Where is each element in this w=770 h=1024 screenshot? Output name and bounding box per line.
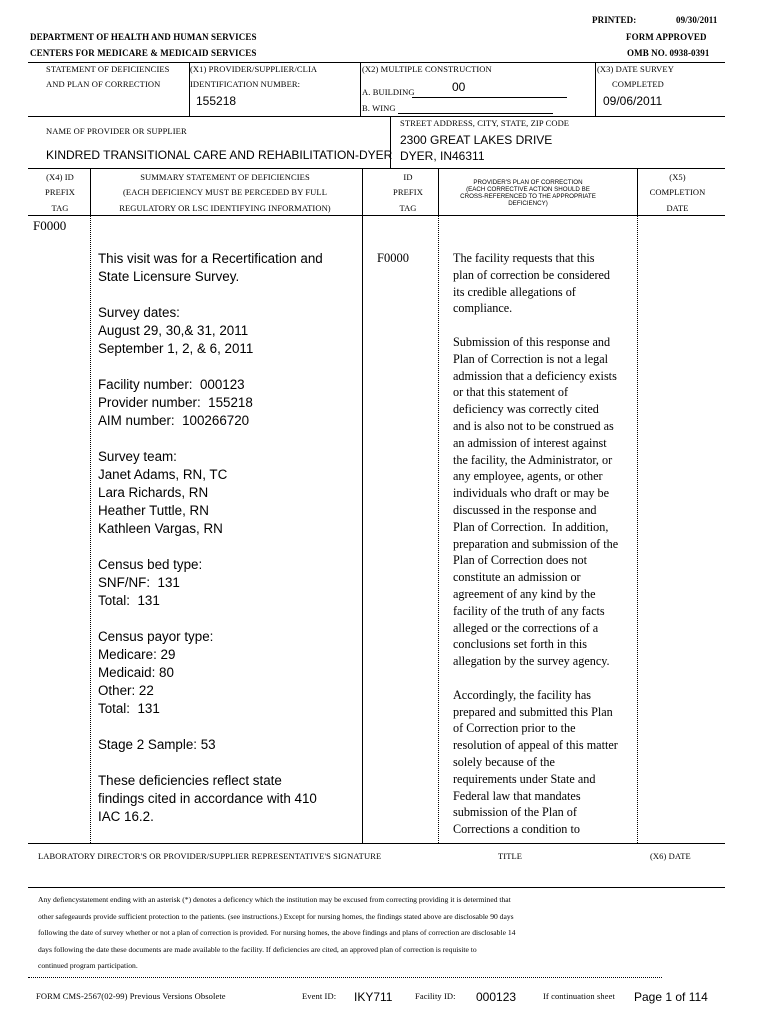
provider-id-value: 155218 bbox=[196, 94, 237, 108]
rule-columns bbox=[28, 168, 725, 169]
x4-header-3: TAG bbox=[51, 203, 69, 213]
plan-header-3: CROSS-REFERENCED TO THE APPROPRIATE bbox=[460, 193, 596, 200]
facility-id-label: Facility ID: bbox=[415, 991, 456, 1001]
building-underline bbox=[412, 97, 567, 98]
rule-disclaimer bbox=[28, 887, 725, 888]
col-divider-4 bbox=[637, 168, 638, 215]
printed-label: PRINTED: bbox=[592, 15, 637, 25]
x4-header-2: PREFIX bbox=[45, 187, 75, 197]
body-divider-2 bbox=[362, 215, 363, 843]
col-divider-3 bbox=[438, 168, 439, 215]
plan-header bbox=[440, 179, 616, 207]
top-rule bbox=[28, 62, 725, 63]
statement-label-2: AND PLAN OF CORRECTION bbox=[46, 79, 161, 89]
divider-x3 bbox=[595, 62, 596, 116]
x3-label-2: COMPLETED bbox=[612, 79, 664, 89]
plan-header-2: (EACH CORRECTIVE ACTION SHOULD BE bbox=[466, 186, 590, 193]
body-divider-4 bbox=[637, 215, 638, 843]
summary-header-2: (EACH DEFICIENCY MUST BE PERCEDED BY FULL bbox=[122, 187, 328, 197]
summary-header-3: REGULATORY OR LSC IDENTIFYING INFORMATION) bbox=[119, 203, 331, 213]
summary-statement-text: This visit was for a Recertification and State Licensure Survey. Survey dates: August 29, 30,& 31, 2011 September 1, 2, & 6, 2011 Facility number: 000123 Provider number: 155218 AIM number: 100266720 Survey team: Janet Adams, RN, TC Lara Richards, RN Heather Tuttle, RN Kathleen Vargas, RN Census bed type: SNF/NF: 131 Total: 131 Census payor type: Medicare: 29 Medicaid: 80 Other: 22 Total: 131 Stage 2 Sample: 53 These deficiencies reflect state findings cited in accordance with 410 IAC 16.2. bbox=[98, 251, 323, 824]
divider-x2 bbox=[360, 62, 361, 116]
col-divider-2 bbox=[362, 168, 363, 215]
director-signature-label: LABORATORY DIRECTOR'S OR PROVIDER/SUPPLIER REPRESENTATIVE'S SIGNATURE bbox=[38, 851, 382, 861]
id-header-1: ID bbox=[403, 172, 413, 182]
form-number-label: FORM CMS-2567(02-99) Previous Versions Obsolete bbox=[36, 991, 226, 1001]
city-value: DYER, IN46311 bbox=[400, 149, 485, 163]
centers-name: CENTERS FOR MEDICARE & MEDICAID SERVICES bbox=[30, 48, 257, 58]
signature-date-label: (X6) DATE bbox=[650, 851, 691, 861]
x1-label-1: (X1) PROVIDER/SUPPLIER/CLIA bbox=[190, 64, 318, 74]
x5-header-2: COMPLETION bbox=[649, 187, 706, 197]
x5-header-3: DATE bbox=[666, 203, 689, 213]
street-value: 2300 GREAT LAKES DRIVE bbox=[400, 133, 553, 147]
rule-provider bbox=[28, 116, 725, 117]
department-name: DEPARTMENT OF HEALTH AND HUMAN SERVICES bbox=[30, 32, 257, 42]
col-divider-1 bbox=[90, 168, 91, 215]
x2-label: (X2) MULTIPLE CONSTRUCTION bbox=[362, 64, 492, 74]
provider-name-value: KINDRED TRANSITIONAL CARE AND REHABILITATION-DYER bbox=[46, 148, 393, 162]
body-divider-3 bbox=[438, 215, 439, 843]
title-label: TITLE bbox=[498, 851, 523, 861]
deficiency-tag-left: F0000 bbox=[33, 218, 67, 233]
plan-header-1: PROVIDER'S PLAN OF CORRECTION bbox=[473, 179, 583, 186]
provider-name-label: NAME OF PROVIDER OR SUPPLIER bbox=[46, 126, 187, 136]
address-label: STREET ADDRESS, CITY, STATE, ZIP CODE bbox=[400, 118, 570, 128]
facility-id-value: 000123 bbox=[476, 990, 517, 1004]
x5-header-1: (X5) bbox=[669, 172, 686, 182]
disclaimer-text: Any defiencystatement ending with an asterisk (*) denotes a deficency which the institution may be excused from correcting providing it is determined that other safegeaurds provide sufficient protection to the patients. (see instructions.) Except for nursing homes, the findings stated above are disclosable 90 days following the date of survey whether or not a plan of correction is provided. For nursing homes, the above findings and plans of correction are disclosable 14 days following the date these documents are made available to the facility. If deficiencies are cited, an approved plan of correction is requisite to continued program participation. bbox=[38, 895, 516, 970]
id-header-2: PREFIX bbox=[393, 187, 423, 197]
wing-underline bbox=[398, 113, 553, 114]
plan-of-correction-text: The facility requests that this plan of correction be considered its credible allegations of compliance. Submission of this response and Plan of Correction is not a legal admission that a deficiency exists or that this statement of deficiency was correctly cited and is also not to be construed as an admission of interest against the facility, the Administrator, or any employee, agents, or other individuals who draft or may be discussed in the response and Plan of Correction. In addition, preparation and submission of the Plan of Correction does not constitute an admission or agreement of any kind by the facility of the truth of any facts alleged or the corrections of a conclusions set forth in this allegation by the survey agency. Accordingly, the facility has prepared and submitted this Plan of Correction prior to the resolution of appeal of this matter solely because of the requirements under State and Federal law that mandates submission of the Plan of Corrections a condition to bbox=[453, 251, 619, 837]
page-number: Page 1 of 114 bbox=[634, 990, 708, 1004]
x4-header-1: (X4) ID bbox=[46, 172, 74, 182]
rule-signature bbox=[28, 843, 725, 844]
id-header-3: TAG bbox=[399, 203, 417, 213]
printed-date: 09/30/2011 bbox=[676, 15, 718, 25]
building-value: 00 bbox=[452, 80, 466, 94]
continuation-label: If continuation sheet bbox=[543, 991, 615, 1001]
form-approved: FORM APPROVED bbox=[626, 32, 707, 42]
deficiency-tag-right: F0000 bbox=[377, 251, 409, 265]
summary-header-1: SUMMARY STATEMENT OF DEFICIENCIES bbox=[140, 172, 310, 182]
rule-body bbox=[28, 215, 725, 216]
x1-label-2: IDENTIFICATION NUMBER: bbox=[190, 79, 301, 89]
event-id-label: Event ID: bbox=[302, 991, 337, 1001]
event-id-value: IKY711 bbox=[354, 990, 393, 1004]
survey-date-value: 09/06/2011 bbox=[603, 94, 663, 108]
omb-number: OMB NO. 0938-0391 bbox=[627, 48, 710, 58]
x3-label-1: (X3) DATE SURVEY bbox=[597, 64, 674, 74]
statement-label-1: STATEMENT OF DEFICIENCIES bbox=[46, 64, 170, 74]
wing-label: B. WING bbox=[362, 103, 396, 113]
dotted-rule-footer bbox=[28, 977, 662, 978]
body-divider-1 bbox=[90, 215, 91, 843]
building-label: A. BUILDING bbox=[362, 87, 415, 97]
plan-header-4: DEFICIENCY) bbox=[508, 200, 548, 207]
